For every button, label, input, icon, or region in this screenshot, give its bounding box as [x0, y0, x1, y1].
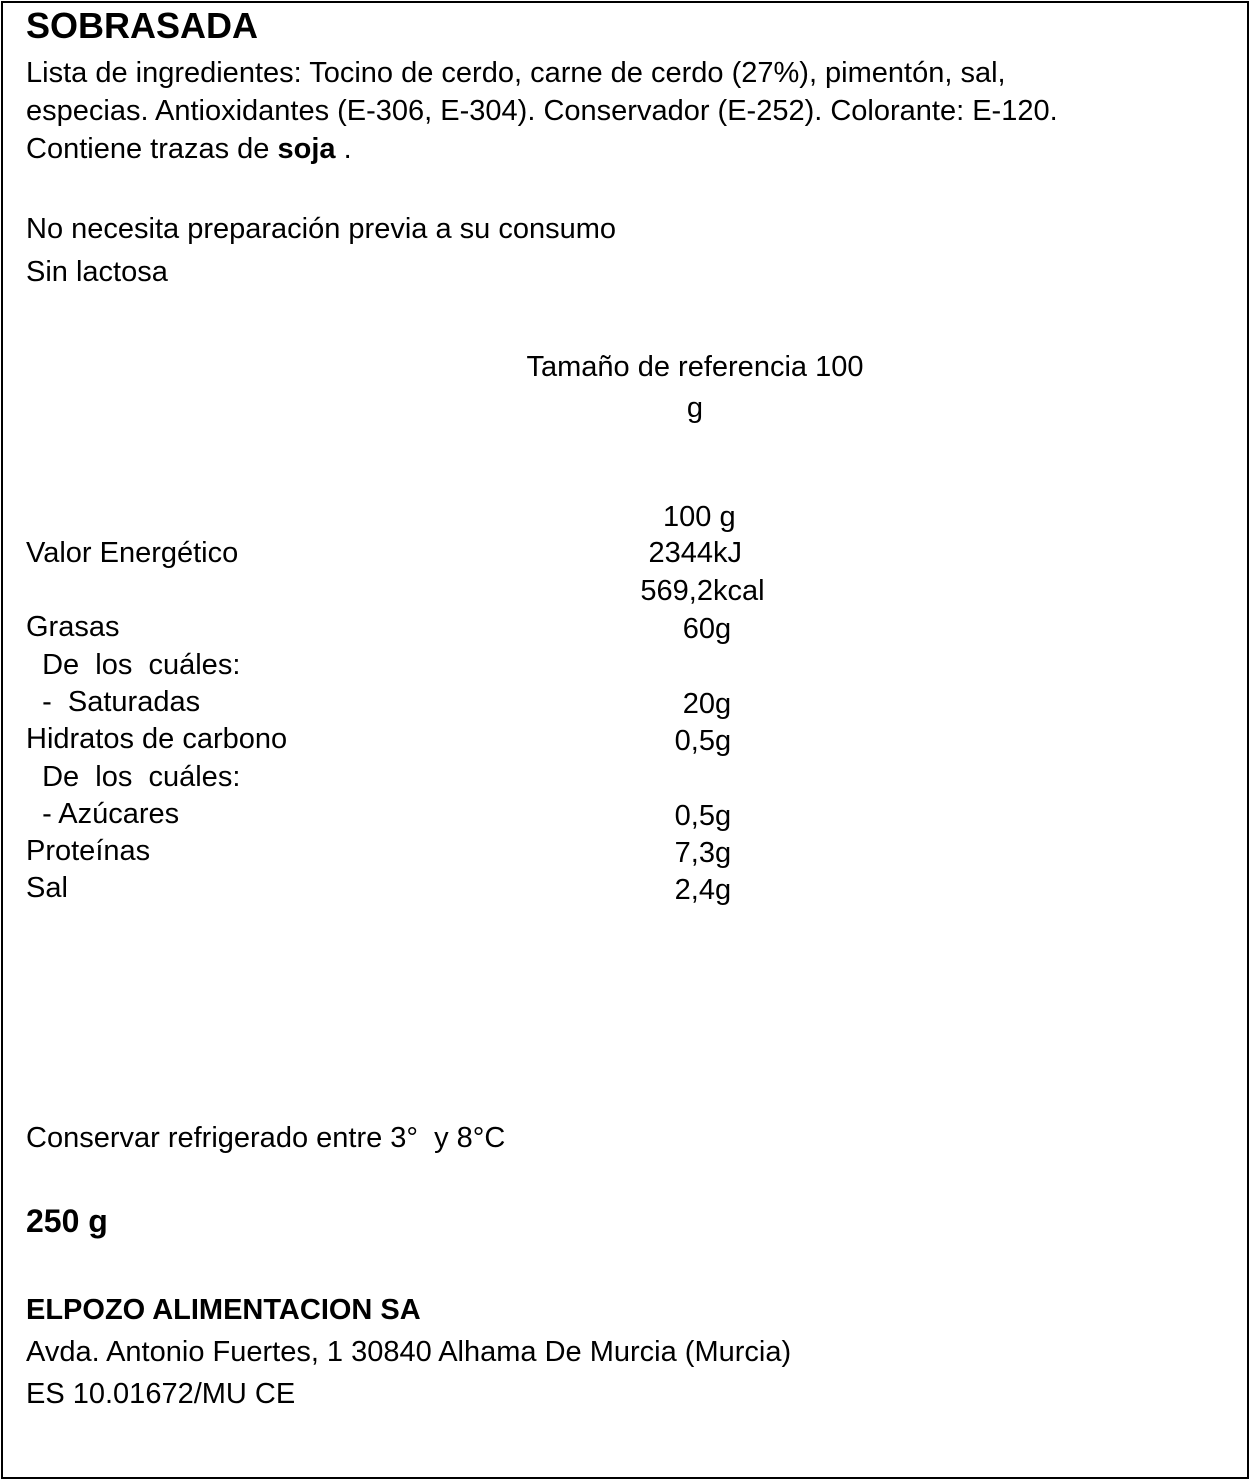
storage-instructions: Conservar refrigerado entre 3° y 8°C	[26, 1122, 506, 1154]
nutrition-row-label: Valor Energético	[26, 537, 239, 569]
nutrition-row-value: 0,5g	[674, 800, 732, 832]
company-address: Avda. Antonio Fuertes, 1 30840 Alhama De Murcia (Murcia)	[26, 1336, 792, 1368]
ingredients-line-2: especias. Antioxidantes (E-306, E-304). Conservador (E-252). Colorante: E-120.	[26, 95, 1058, 127]
nutrition-row-value: 0,5g	[674, 725, 732, 757]
traces-suffix: .	[335, 133, 352, 165]
nutrition-row-value: 2344kJ	[648, 537, 742, 569]
nutrition-row-value: 7,3g	[674, 837, 732, 869]
nutrition-row-label: De los cuáles:	[26, 649, 241, 681]
net-weight: 250 g	[26, 1203, 108, 1239]
ingredients-line-1: Lista de ingredientes: Tocino de cerdo, carne de cerdo (27%), pimentón, sal,	[26, 57, 1006, 89]
nutrition-row-label: Hidratos de carbono	[26, 723, 288, 755]
traces-allergen: soja	[277, 133, 336, 165]
nutrition-row-label: Grasas	[26, 611, 120, 643]
nutrition-row-value: 60g	[682, 613, 732, 645]
reference-size-line-2: g	[686, 392, 704, 424]
company-registry: ES 10.01672/MU CE	[26, 1378, 296, 1410]
lactose-note: Sin lactosa	[26, 256, 168, 288]
nutrition-row-label: - Saturadas	[26, 686, 201, 718]
traces-prefix: Contiene trazas de	[26, 133, 278, 165]
nutrition-row-label: Sal	[26, 872, 68, 904]
nutrition-row-value: 569,2kcal	[640, 575, 765, 607]
nutrition-row-value: 20g	[682, 688, 732, 720]
preparation-note: No necesita preparación previa a su consumo	[26, 213, 616, 245]
reference-size-line-1: Tamaño de referencia 100	[526, 351, 864, 383]
nutrition-column-header: 100 g	[663, 501, 736, 533]
nutrition-row-label: Proteínas	[26, 835, 151, 867]
nutrition-row-value: 2,4g	[674, 874, 732, 906]
company-name: ELPOZO ALIMENTACION SA	[26, 1294, 421, 1326]
traces-line	[26, 132, 352, 166]
nutrition-row-label: De los cuáles:	[26, 761, 241, 793]
product-title: SOBRASADA	[26, 5, 259, 46]
nutrition-row-label: - Azúcares	[26, 798, 180, 830]
